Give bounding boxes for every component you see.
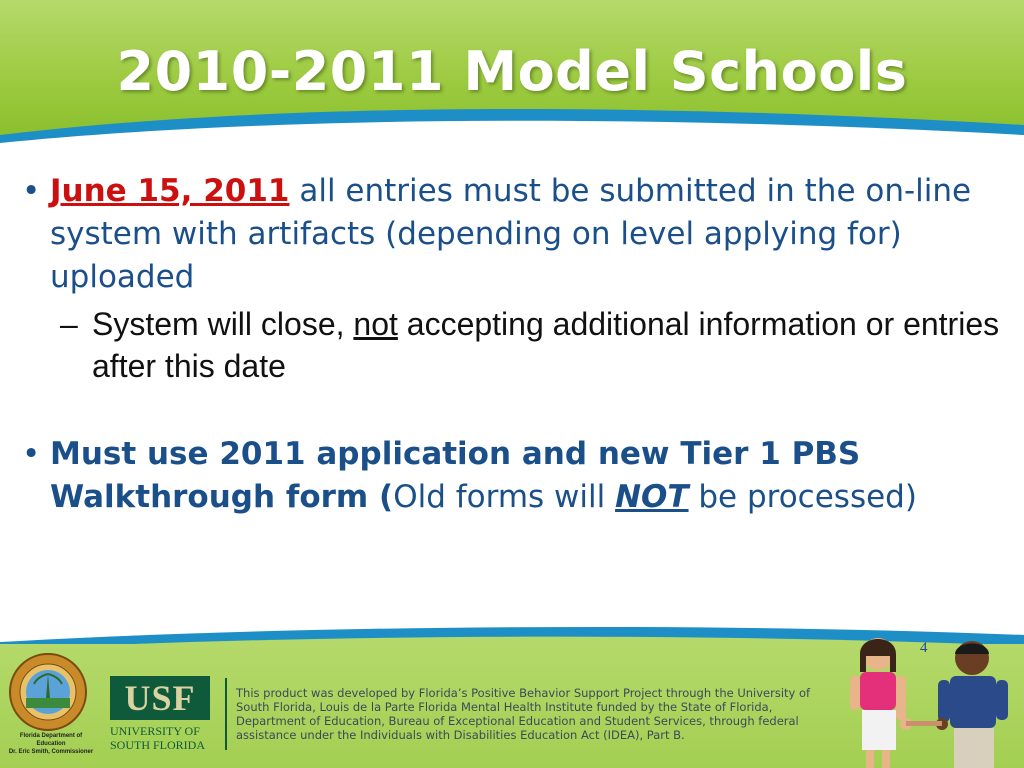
footer-divider — [225, 678, 227, 750]
bullet-application — [22, 433, 1002, 519]
deadline-text: all entries must be submitted in the on-line system with artifacts (depending on level applying for) uploaded — [50, 173, 972, 295]
deadline-date: June 15, 2011 — [50, 173, 290, 209]
usf-name-line2: SOUTH FLORIDA — [110, 738, 206, 752]
florida-seal-icon — [8, 652, 88, 732]
sub-bullet-dash: – — [60, 306, 78, 342]
usf-name — [110, 724, 220, 752]
old-forms-text: Old forms will — [393, 479, 616, 515]
doe-caption-line1: Florida Department of Education — [19, 733, 83, 747]
slide-content — [22, 170, 1002, 519]
children-illustration-icon — [838, 632, 1024, 768]
header-swoosh — [0, 95, 1024, 150]
page-number: 4 — [920, 640, 928, 656]
bullet-dot: • — [22, 173, 41, 209]
system-close-text: System will close, — [92, 306, 354, 342]
not-word: not — [353, 306, 398, 342]
doe-caption-line2: Dr. Eric Smith, Commissioner — [8, 749, 94, 755]
slide-header — [0, 0, 1024, 150]
processed-text: be processed) — [688, 479, 917, 515]
sub-bullet-system-close — [22, 303, 1002, 387]
usf-name-line1: UNIVERSITY OF — [110, 724, 200, 738]
usf-logo: USF — [110, 676, 210, 720]
bullet-deadline — [22, 170, 1002, 299]
bullet-dot: • — [22, 436, 41, 472]
not-emphasis: NOT — [615, 479, 689, 515]
credit-text: This product was developed by Florida’s Positive Behavior Support Project through the University of South Florida, Louis de la Parte Florida Mental Health Institute funded by the State of Florida, Department of Education, Bureau of Exceptional Education and Student Services, through federal assistance under the Individuals with Disabilities Education Act (IDEA), Part B. — [236, 686, 811, 742]
application-text-bold: Must use 2011 application and new Tier 1 PBS Walkthrough form ( — [50, 436, 861, 515]
slide-title: 2010-2011 Model Schools — [116, 40, 908, 103]
doe-caption — [6, 732, 96, 756]
system-close-rest: accepting additional information or entries after this date — [92, 306, 1000, 384]
